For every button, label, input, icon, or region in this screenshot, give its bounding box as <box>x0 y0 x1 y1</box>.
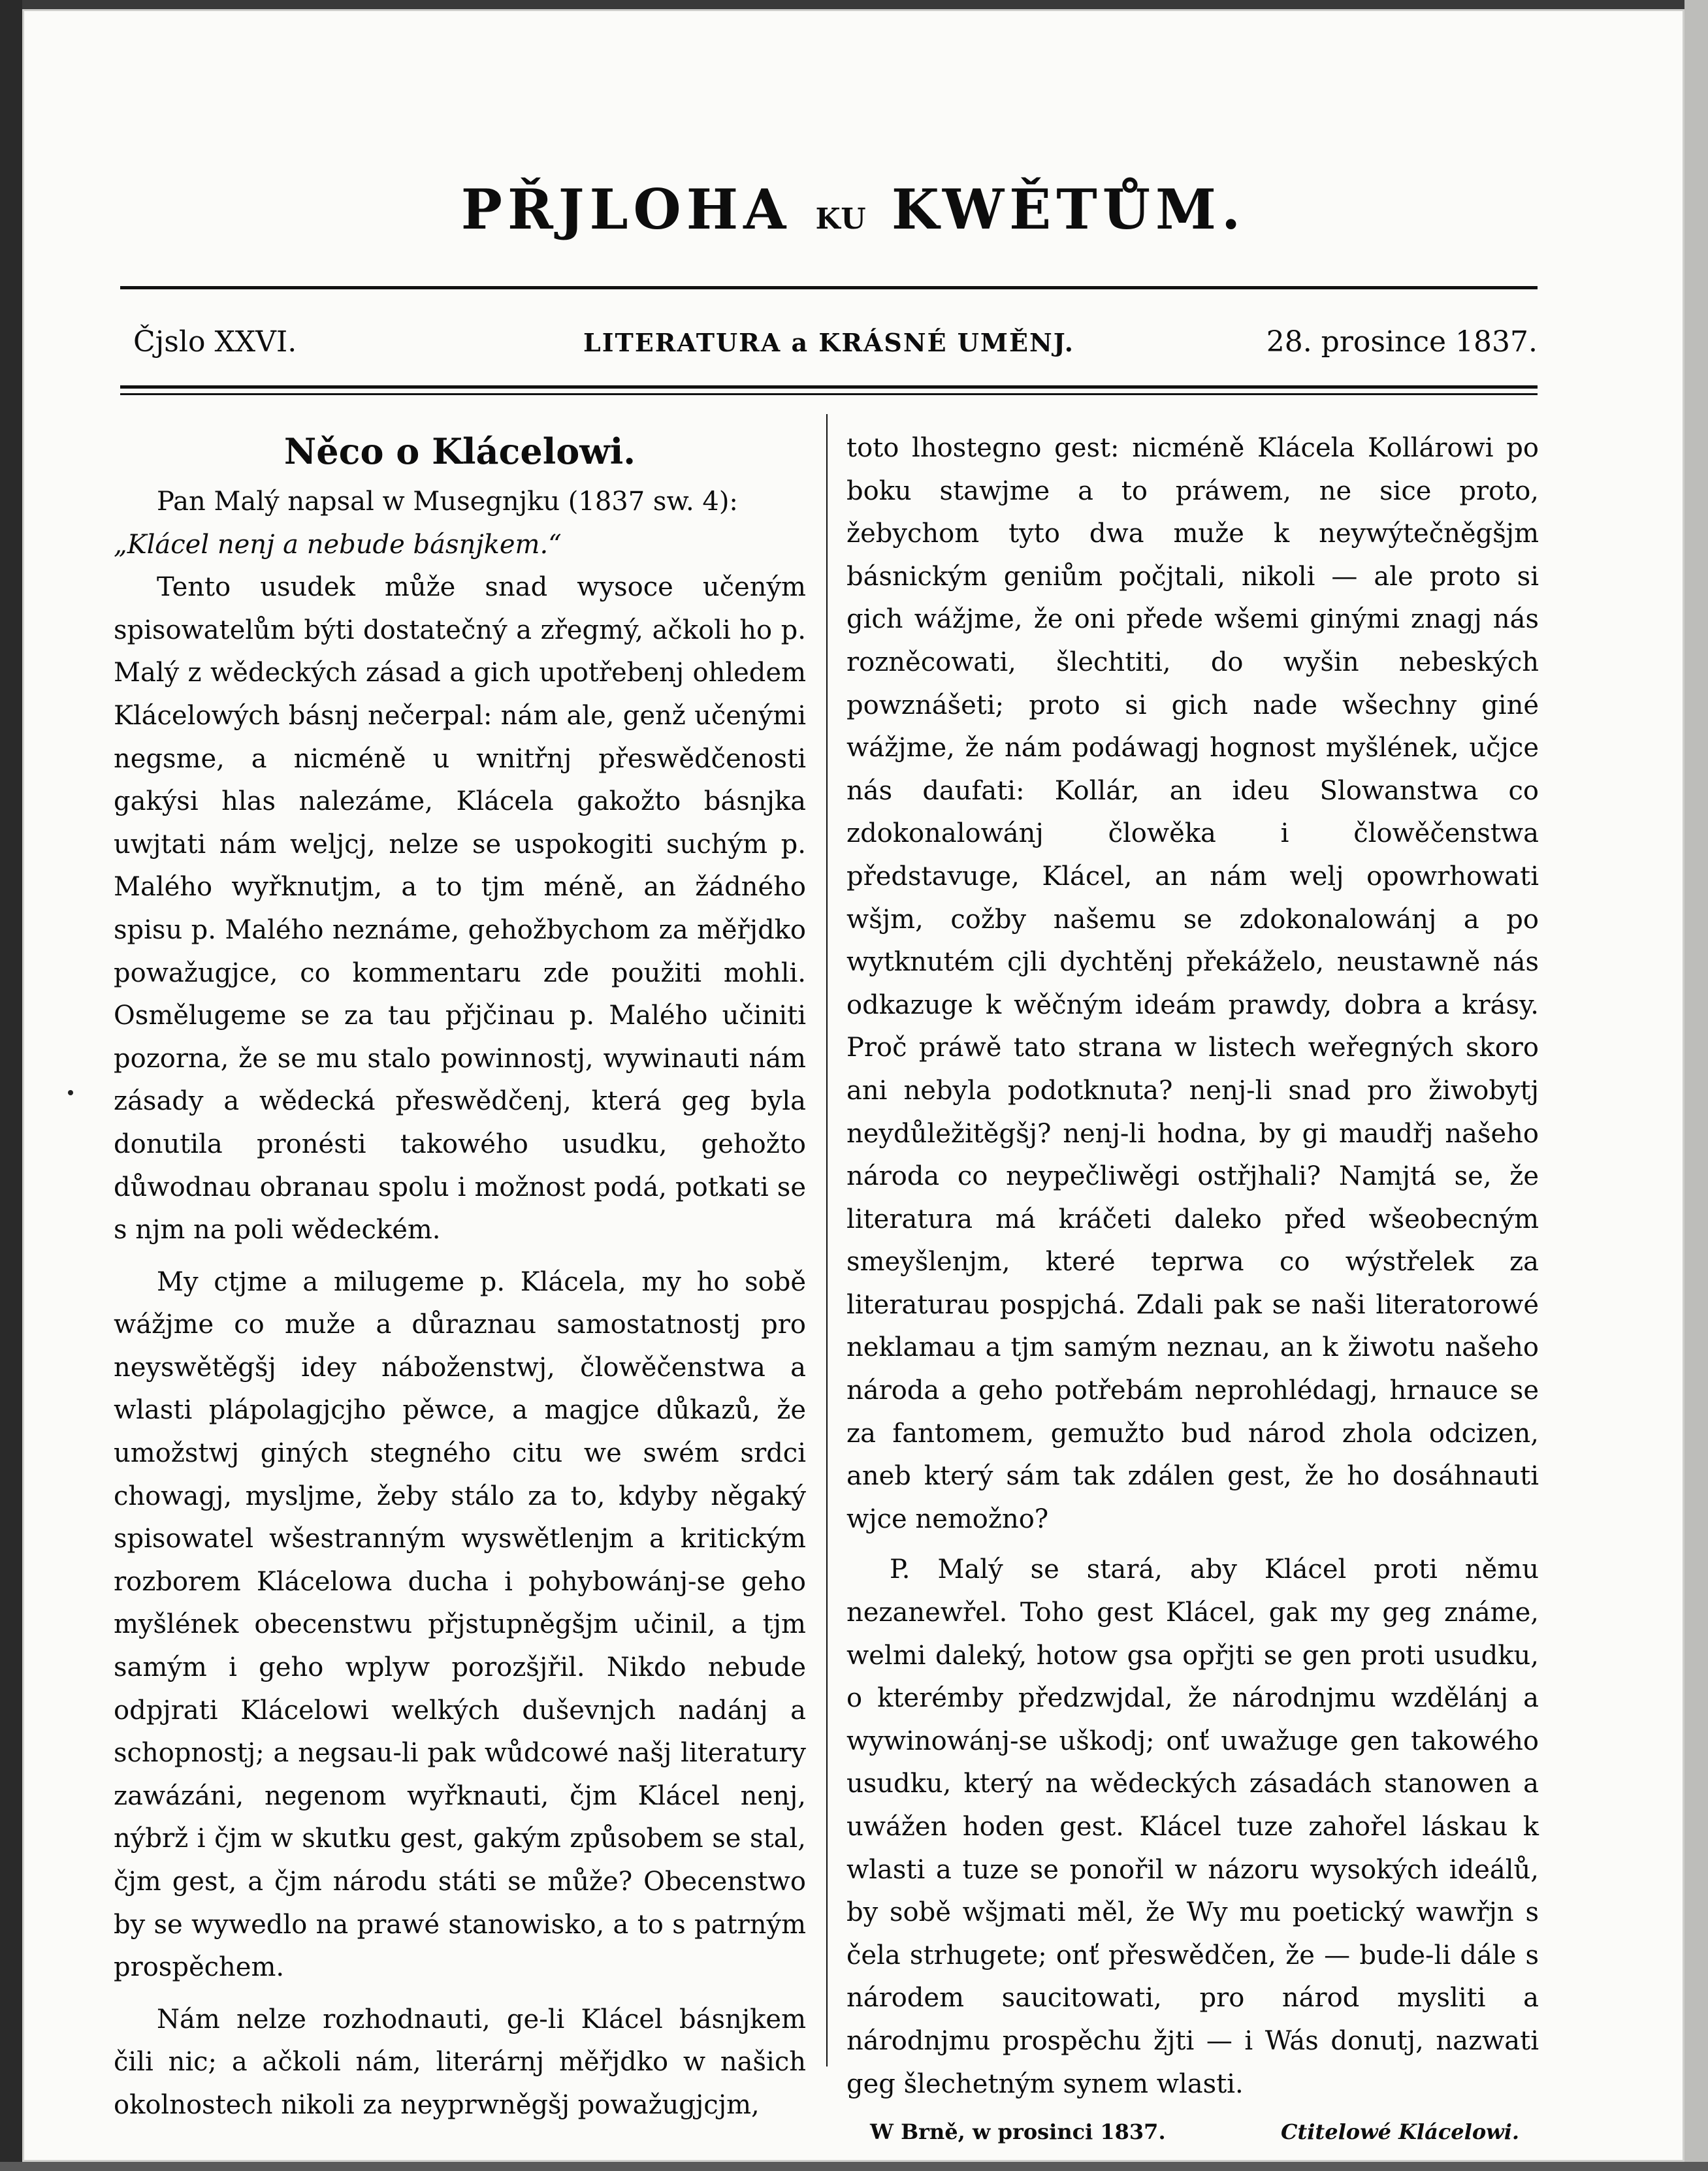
issue-date: 28. prosince 1837. <box>1266 325 1538 359</box>
quoted-verdict: „Klácel nenj a nebude básnjkem.“ <box>114 529 562 560</box>
paragraph: P. Malý se stará, aby Klácel proti němu nezanewřel. Toho gest Klácel, gak my geg známe, welmi daleký, hotow gsa opřjti se gen proti usudku, o kterémby předzwjdal, že národnjmu wzdělánj a wywinowánj-se uškodj; onť uwažuge gen takowého usudku, který na wědeckých zásadách stanowen a uwážen hoden gest. Klácel tuze zahořel láskau k wlasti a tuze se ponořil w názoru wysokých ideálů, by sobě wšjmati měl, že Wy mu poetický wawřjn s čela strhugete; onť přeswědčen, že — bude-li dále s národem saucitowati, pro národ mysliti a národnjmu prospěchu žjti — i Wás donutj, nazwati geg šlechetným synem wlasti. <box>846 1554 1539 2099</box>
scan-edge-top <box>0 0 1708 9</box>
article-left-column <box>114 427 806 2127</box>
paragraph: Tento usudek může snad wysoce učeným spisowatelům býti dostatečný a zřegmý, ačkoli ho p. Malý z wědeckých zásad a gich upotřebenj ohledem Klácelowých básnj nečerpal: nám ale, genž učenými negsme, a nicméně u wnitřnj přeswědčenosti gakýsi hlas nalezáme, Klácela gakožto básnjka uwjtati nám weljcj, nelze se uspokogiti suchým p. Malého wyřknutjm, a to tjm méně, an žádného spisu p. Malého neznáme, gehožbychom za měřjdko powažugjce, co kommentaru zde použiti mohli. Osmělugeme se za tau přjčinau p. Malého učiniti pozorna, že se mu stalo powinnostj, wywinauti nám zásady a wědecká přeswědčenj, která geg byla donutila pronésti takowého usudku, gehožto důwodnau obranau spolu i možnost podá, potkati se s njm na poli wědeckém. <box>114 572 806 1246</box>
header-rule-top <box>120 286 1538 289</box>
scan-edge-left <box>0 0 22 2171</box>
header-rule-bottom-1 <box>120 385 1538 389</box>
article-right-column <box>846 427 1539 2154</box>
print-speck <box>68 1090 73 1095</box>
scan-edge-right <box>1684 0 1708 2171</box>
masthead-word-1: PŘJLOHA <box>460 177 792 242</box>
signature: Ctitelowé Klácelowi. <box>1281 2119 1519 2145</box>
article-title: Něco o Klácelowi. <box>283 430 636 472</box>
issue-info-row <box>120 325 1538 364</box>
header-rule-bottom-2 <box>120 393 1538 395</box>
paragraph: My ctjme a milugeme p. Klácela, my ho sobě wážjme co muže a důraznau samostatnostj pro neyswětěgšj idey náboženstwj, člowěčenstwa a wlasti plápolagjcjho pěwce, a magjce důkazů, že umožstwj giných stegného citu we swém srdci chowagj, mysljme, žeby stálo za to, kdyby něgaký spisowatel wšestranným wyswětlenjm a kritickým rozborem Klácelowa ducha i pohybowánj-se geho myšlének obecenstwu přjstupněgšjm učinil, a tjm samým i geho wplyw porozšjřil. Nikdo nebude odpjrati Klácelowi welkých duševnjch nadánj a schopnostj; a negsau-li pak wůdcowé našj literatury zawázáni, negenom wyřknauti, čjm Klácel nenj, nýbrž i čjm w skutku gest, gakým způsobem se stal, čjm gest, a čjm národu státi se může? Obecenstwo by se wywedlo na prawé stanowisko, a to s patrným prospěchem. <box>114 1266 806 1983</box>
masthead-word-2: KWĚTŮM. <box>891 177 1246 242</box>
signature-row <box>846 2111 1539 2154</box>
paragraph: toto lhostegno gest: nicméně Klácela Kollárowi po boku stawjme a to práwem, ne sice proto, žebychom tyto dwa muže k neywýtečněgšjm básnickým geniům počjtali, nikoli — ale proto si gich wážjme, že oni přede wšemi ginými znagj nás rozněcowati, šlechtiti, do wyšin nebeských powznášeti; proto si gich nade wšechny giné wážjme, že nám podáwagj hognost myšlének, učjce nás daufati: Kollár, an ideu Slowanstwa co zdokonalowánj člowěka i člowěčenstwa představuge, Klácel, an nám welj opowrhowati wšjm, cožby našemu se zdokonalowánj a po wytknutém cjli dychtěnj překáželo, neustawně nás odkazuge k wěčným ideám prawdy, dobra a krásy. Proč práwě tato strana w listech weřegných skoro ani nebyla podotknuta? nenj-li snad pro žiwobytj neydůležitěgšj? nenj-li hodna, by gi maudřj našeho národa co neypečliwěgi ostřjhali? Namjtá se, že literatura má kráčeti daleko před wšeobecným smeyšlenjm, které teprwa co wýstřelek za literaturau pospjchá. Zdali pak se naši literatorowé neklamau a tjm samým neznau, an k žiwotu našeho národa a geho potřebám neprohlédagj, hrnauce se za fantomem, gemužto bud národ zhola odcizen, aneb který sám tak zdálen gest, že ho dosáhnauti wjce nemožno? <box>846 433 1539 1534</box>
masthead-ku: KU <box>815 202 867 236</box>
paragraph: Nám nelze rozhodnauti, ge-li Klácel básnjkem čili nic; a ačkoli nám, literárnj měřjdko w našich okolnostech nikoli za neyprwněgšj powažugjcjm, <box>114 2004 806 2120</box>
paragraph: Pan Malý napsal w Musegnjku (1837 sw. 4): <box>157 487 738 517</box>
issue-number: Čjslo XXVI. <box>133 325 297 359</box>
place-date: W Brně, w prosinci 1837. <box>870 2119 1166 2145</box>
issue-section: LITERATURA a KRÁSNÉ UMĚNJ. <box>583 328 1074 357</box>
newspaper-page <box>22 9 1684 2162</box>
column-divider <box>826 414 828 2066</box>
scan-edge-bottom <box>0 2162 1708 2171</box>
masthead <box>22 177 1684 242</box>
